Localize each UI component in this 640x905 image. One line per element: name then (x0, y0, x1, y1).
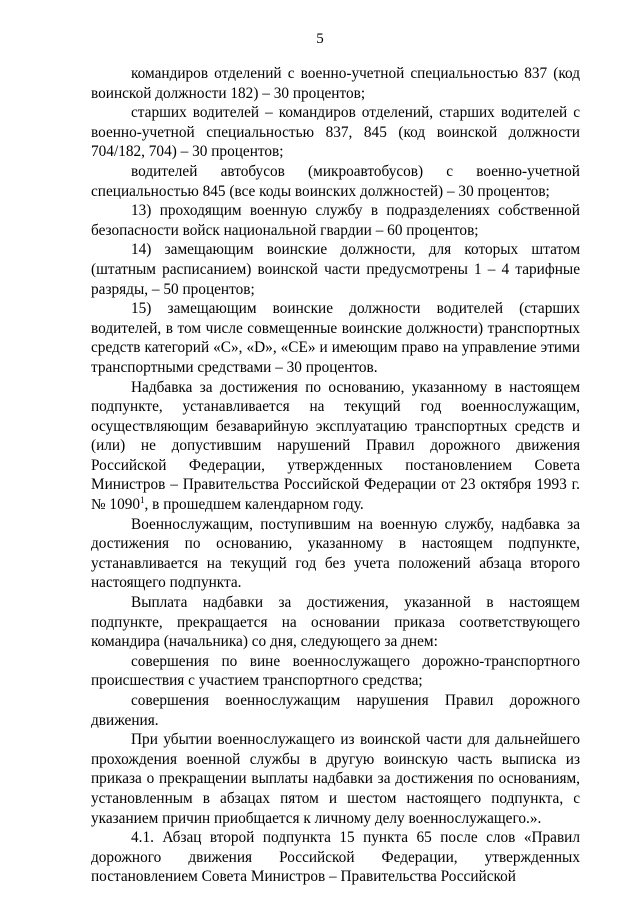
paragraph: командиров отделений с военно-учетной специальностью 837 (код воинской должности 182) – 30 процентов; (91, 65, 580, 102)
paragraph: 13) проходящим военную службу в подразделениях собственной безопасности войск национальной гвардии – 60 процентов; (91, 202, 580, 239)
paragraph: совершения по вине военнослужащего дорожно-транспортного происшествия с участием транспортного средства; (91, 652, 580, 690)
paragraph: совершения военнослужащим нарушения Правил дорожного движения. (91, 692, 580, 729)
paragraph: Выплата надбавки за достижения, указанной в настоящем подпункте, прекращается на основании приказа соответствующего командира (начальника) со дня, следующего за днем: (91, 594, 580, 651)
paragraph: водителей автобусов (микроавтобусов) с военно-учетной специальностью 845 (все коды воинских должностей) – 30 процентов; (91, 162, 580, 200)
paragraph-with-footnote (91, 378, 580, 515)
paragraph-text: Надбавка за достижения по основанию, указанному в настоящем подпункте, устанавливается на текущий год военнослужащим, осуществляющим безаварийную эксплуатацию транспортных средств и (или) не допустившим нарушений Правил дорожного движения Российской Федерации, утвержденных постановлением Совета Министров – Правительства Российской Федерации от 23 октября 1993 г. № 1090 (91, 378, 580, 514)
footnote-mark: 1 (140, 494, 145, 505)
document-body (91, 64, 580, 887)
paragraph: 15) замещающим воинские должности водителей (старших водителей, в том числе совмещенные воинские должности) транспортных средств категорий «С», «D», «СЕ» и имеющим право на управление этими транспортными средствами – 30 процентов. (91, 300, 580, 376)
paragraph: 14) замещающим воинские должности, для которых штатом (штатным расписанием) воинской части предусмотрены 1 – 4 тарифные разряды, – 50 процентов; (91, 241, 580, 298)
page-number: 5 (316, 31, 324, 47)
paragraph: Военнослужащим, поступившим на военную службу, надбавка за достижения по основанию, указанному в настоящем подпункте, устанавливается на текущий год без учета положений абзаца второго настоящего подпункта. (91, 515, 580, 592)
paragraph: 4.1. Абзац второй подпункта 15 пункта 65 после слов «Правил дорожного движения Российской Федерации, утвержденных постановлением Совета Министров – Правительства Российской (91, 829, 580, 886)
paragraph: При убытии военнослужащего из воинской части для дальнейшего прохождения военной службы в другую воинскую часть выписка из приказа о прекращении выплаты надбавки за достижения по основаниям, установленным в абзацах пятом и шестом настоящего подпункта, с указанием причин приобщается к личному делу военнослужащего.». (91, 731, 580, 827)
paragraph-tail: , в прошедшем календарном году. (144, 496, 364, 514)
paragraph: старших водителей – командиров отделений, старших водителей с военно-учетной специальностью 837, 845 (код воинской должности 704/182, 704) – 30 процентов; (91, 104, 580, 161)
